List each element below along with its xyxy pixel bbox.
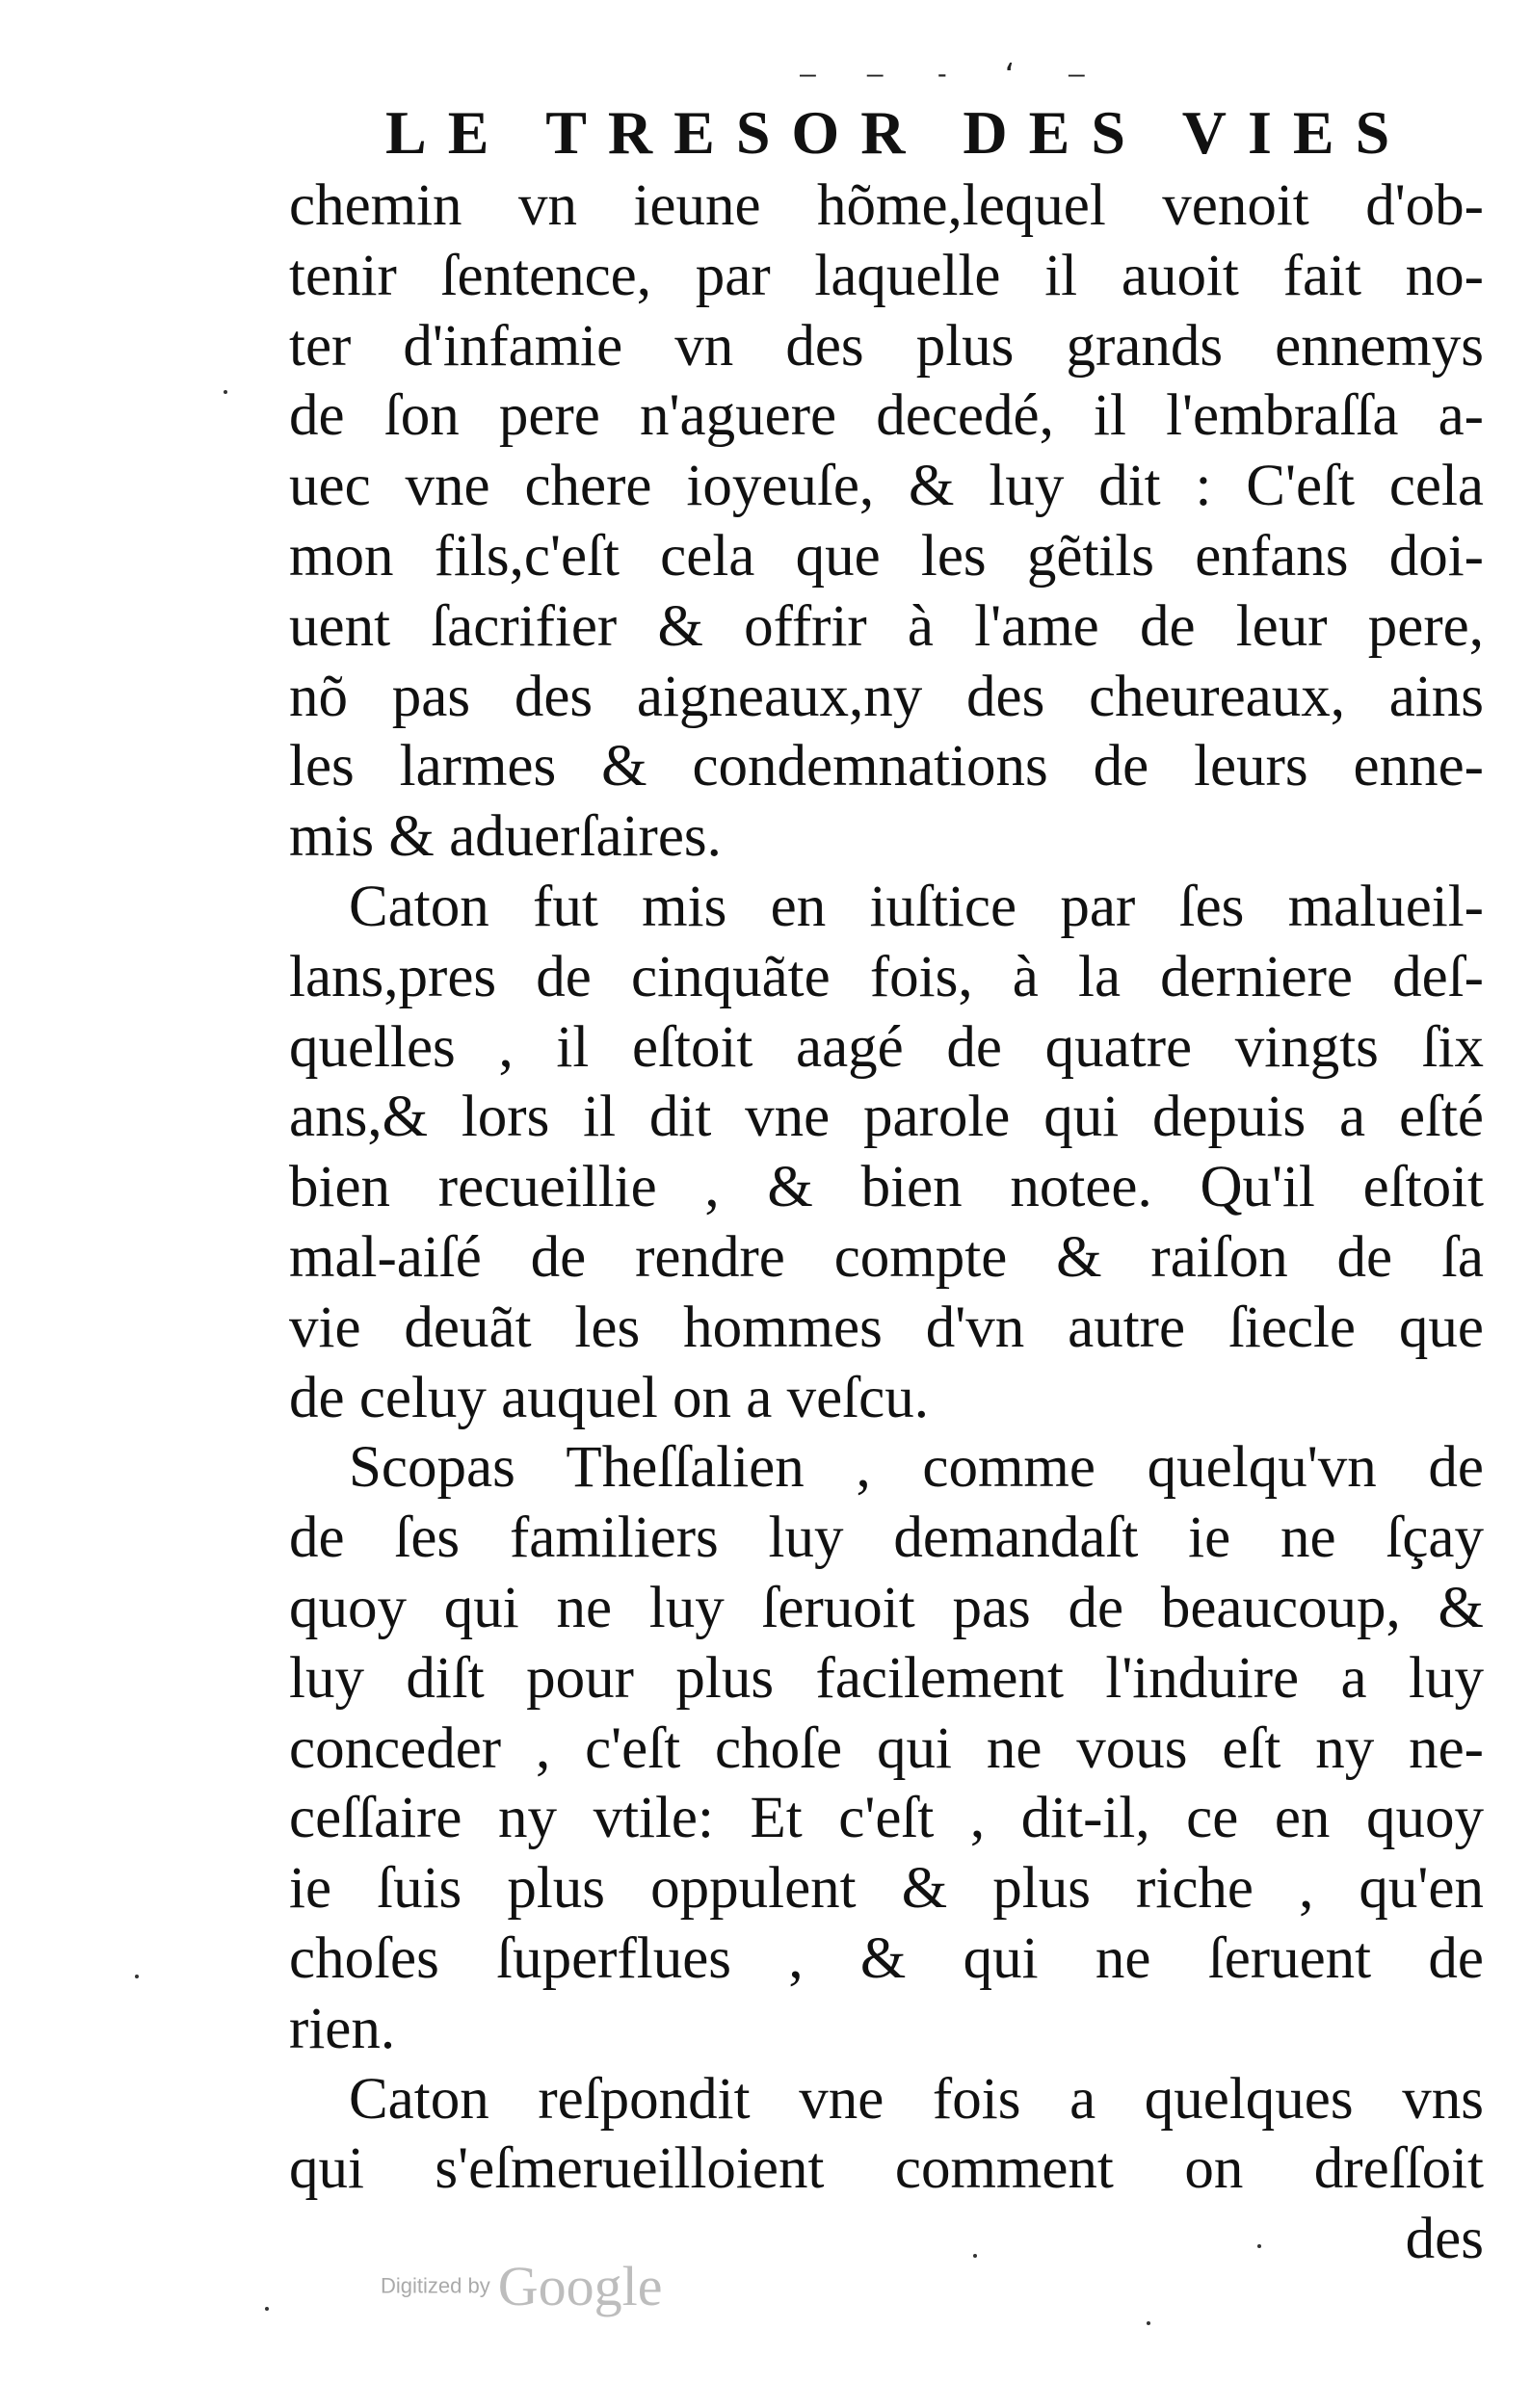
- text-line: rien.: [289, 1996, 396, 2061]
- catchword: des: [1405, 2207, 1484, 2272]
- text-line: ter d'infamie vn des plus grands ennemys: [289, 313, 1484, 379]
- ink-speck: [135, 1975, 139, 1978]
- text-line: de celuy auquel on a veſcu.: [289, 1365, 929, 1430]
- text-line: bien recueillie , & bien notee. Qu'il eſtoit: [289, 1155, 1484, 1220]
- paragraph-start-line: Scopas Theſſalien , comme quelqu'vn de: [349, 1435, 1484, 1501]
- ink-speck: [265, 2307, 269, 2311]
- text-line: lans,pres de cinquãte fois, à la derniere deſ-: [289, 944, 1484, 1009]
- text-line: de ſes familiers luy demandaſt ie ne ſçay: [289, 1505, 1484, 1571]
- text-line: qui s'eſmerueilloient comment on dreſſoit: [289, 2136, 1484, 2202]
- google-logo: Google: [497, 2255, 663, 2317]
- text-line: mon fils,c'eſt cela que les gẽtils enfans doi-: [289, 523, 1484, 589]
- text-line: mis & aduerſaires.: [289, 804, 722, 870]
- text-block: [289, 171, 1484, 2310]
- paragraph-start-line: Caton reſpondit vne fois a quelques vns: [349, 2066, 1484, 2132]
- digitized-by-label: Digitized by: [381, 2273, 490, 2298]
- text-line: quoy qui ne luy ſeruoit pas de beaucoup, &: [289, 1575, 1484, 1640]
- text-line: ie ſuis plus oppulent & plus riche , qu'en: [289, 1856, 1484, 1922]
- paragraph-start-line: Caton fut mis en iuſtice par ſes malueil-: [349, 874, 1484, 939]
- text-line: tenir ſentence, par laquelle il auoit fait no-: [289, 243, 1484, 308]
- text-line: ceſſaire ny vtile: Et c'eſt , dit-il, ce en quoy: [289, 1786, 1484, 1851]
- text-line: ans,& lors il dit vne parole qui depuis a eſté: [289, 1085, 1484, 1150]
- top-rule-marks: — — - ‘ —: [800, 58, 1102, 90]
- text-line: vie deuãt les hommes d'vn autre ſiecle que: [289, 1295, 1484, 1360]
- text-line: de ſon pere n'aguere decedé, il l'embraſſa a-: [289, 383, 1484, 449]
- ink-speck: [1147, 2321, 1150, 2325]
- ink-speck: [1257, 2244, 1261, 2248]
- text-line: nõ pas des aigneaux,ny des cheureaux, ains: [289, 664, 1484, 729]
- text-line: quelles , il eſtoit aagé de quatre vingts ſix: [289, 1014, 1484, 1080]
- ink-speck: [973, 2254, 977, 2258]
- text-line: luy diſt pour plus facilement l'induire a luy: [289, 1645, 1484, 1711]
- ink-speck: [224, 390, 227, 394]
- text-line: uent ſacrifier & offrir à l'ame de leur pere,: [289, 593, 1484, 659]
- text-line: mal-aiſé de rendre compte & raiſon de ſa: [289, 1224, 1484, 1290]
- text-line: choſes ſuperflues , & qui ne ſeruent de: [289, 1925, 1484, 1991]
- text-line: conceder , c'eſt choſe qui ne vous eſt ny ne-: [289, 1715, 1484, 1781]
- text-line: les larmes & condemnations de leurs enne-: [289, 734, 1484, 799]
- text-line: chemin vn ieune hõme,lequel venoit d'ob-: [289, 173, 1484, 238]
- digitization-watermark: [381, 2254, 708, 2341]
- running-head: LE TRESOR DES VIES: [385, 98, 1412, 167]
- text-line: uec vne chere ioyeuſe, & luy dit : C'eſt cela: [289, 454, 1484, 519]
